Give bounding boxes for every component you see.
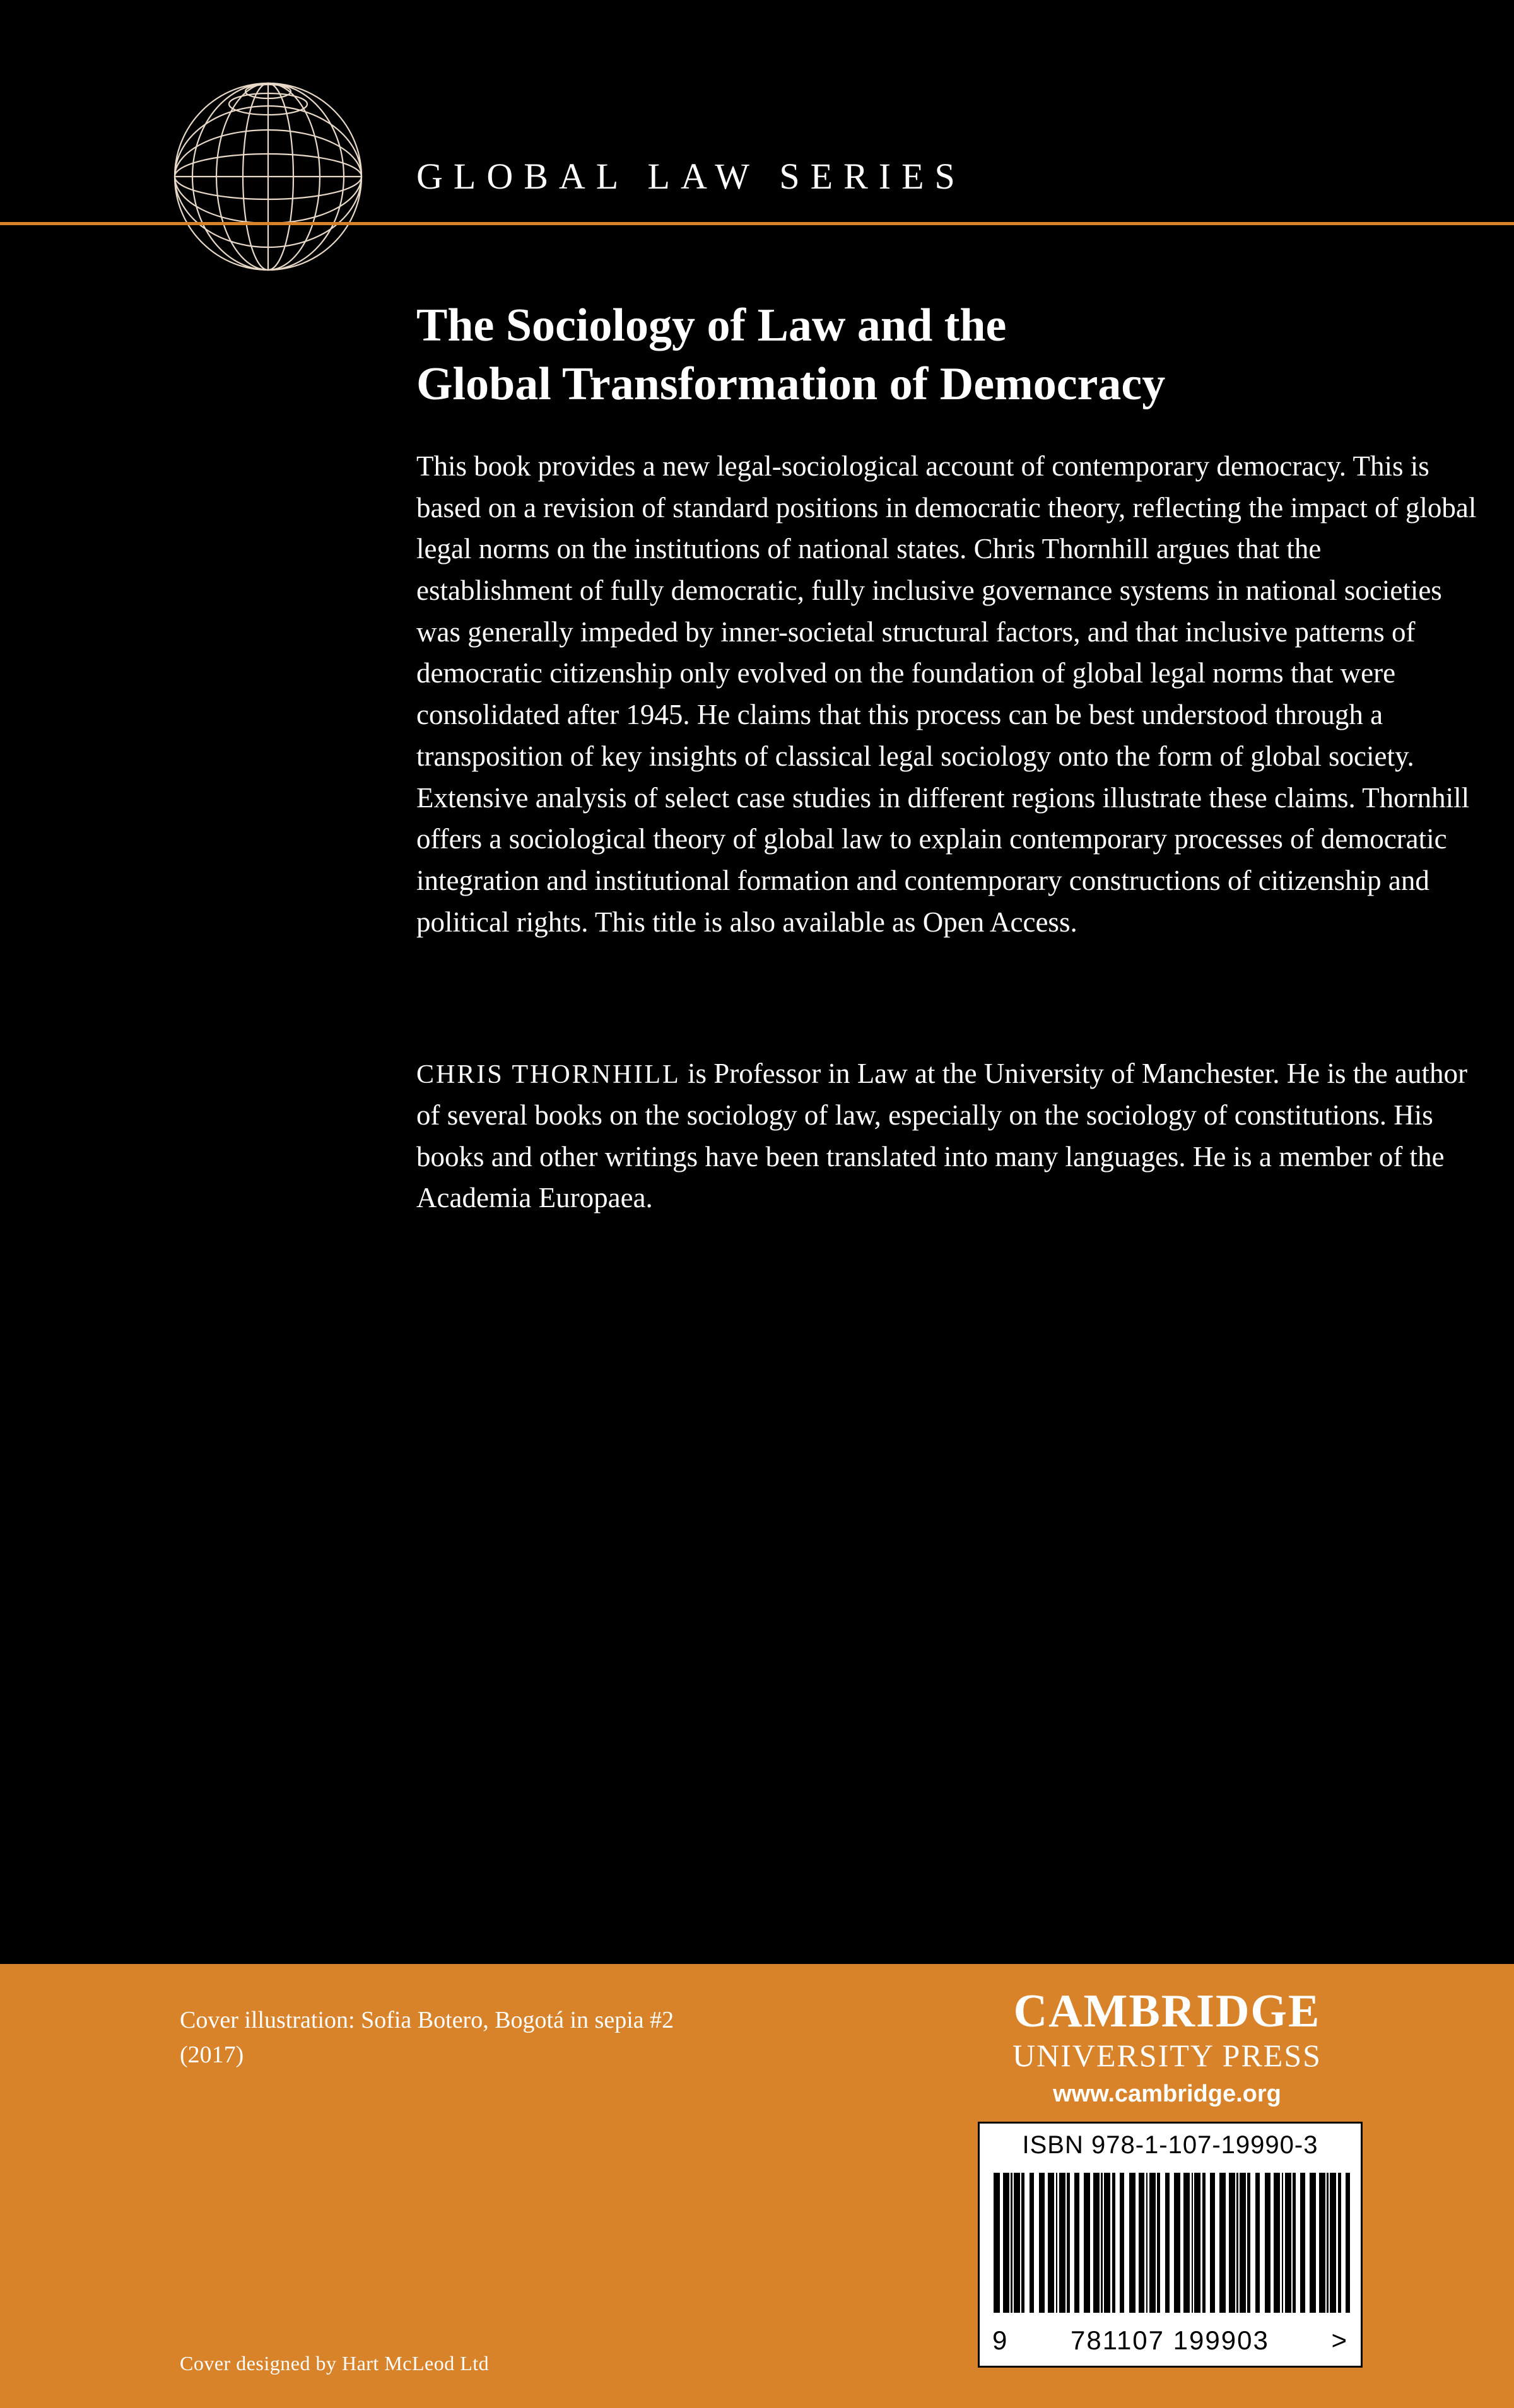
footer-panel xyxy=(0,1964,1514,2408)
series-divider-rule xyxy=(0,222,1514,225)
author-bio-text: is Professor in Law at the University of Manchester. He is the author of several books on the sociology of law, especially on the sociology of constitutions. His books and other writings have been translated into many languages. He is a member of the Academia Europaea. xyxy=(416,1058,1467,1214)
series-band xyxy=(0,0,1514,224)
publisher-website-link[interactable]: www.cambridge.org xyxy=(1053,2080,1281,2107)
publisher-name: CAMBRIDGE xyxy=(1013,1985,1321,2037)
globe-icon xyxy=(170,54,366,300)
barcode-digits xyxy=(980,2325,1361,2356)
isbn-number: ISBN 978-1-107-19990-3 xyxy=(1022,2131,1318,2159)
book-title xyxy=(416,296,1482,413)
publisher-press-label: UNIVERSITY PRESS xyxy=(1012,2038,1322,2074)
series-title: GLOBAL LAW SERIES xyxy=(416,156,966,197)
book-title-line-2: Global Transformation of Democracy xyxy=(416,358,1166,410)
book-blurb: This book provides a new legal-sociological account of contemporary democracy. This is based on a revision of standard positions in democratic theory, reflecting the impact of global legal norms on the institutions of national states. Chris Thornhill argues that the establishment of fully democratic, fully inclusive governance systems in national societies was generally impeded by inner-societal structural factors, and that inclusive patterns of democratic citizenship only evolved on the foundation of global legal norms that were consolidated after 1945. He claims that this process can be best understood through a transposition of key insights of classical legal sociology onto the form of global society. Extensive analysis of select case studies in different regions illustrate these claims. Thornhill offers a sociological theory of global law to explain contemporary processes of democratic integration and institutional formation and contemporary constructions of citizenship and political rights. This title is also available as Open Access. xyxy=(416,450,1477,938)
cover-illustration-credit: Cover illustration: Sofia Botero, Bogotá in sepia #2 (2017) xyxy=(180,2007,674,2069)
book-title-line-1: The Sociology of Law and the xyxy=(416,300,1007,351)
isbn-barcode xyxy=(978,2122,1363,2368)
barcode-bars xyxy=(994,2173,1351,2313)
publisher-logo xyxy=(965,1985,1369,2108)
cover-design-credit: Cover designed by Hart McLeod Ltd xyxy=(180,2352,490,2375)
author-biography xyxy=(416,1053,1482,1219)
barcode-digit-right: > xyxy=(1331,2325,1348,2355)
back-cover-content xyxy=(416,296,1482,1219)
barcode-digit-left: 9 xyxy=(992,2325,1009,2355)
author-name: CHRIS THORNHILL xyxy=(416,1060,681,1090)
barcode-digit-main: 781107 199903 xyxy=(1070,2325,1269,2355)
